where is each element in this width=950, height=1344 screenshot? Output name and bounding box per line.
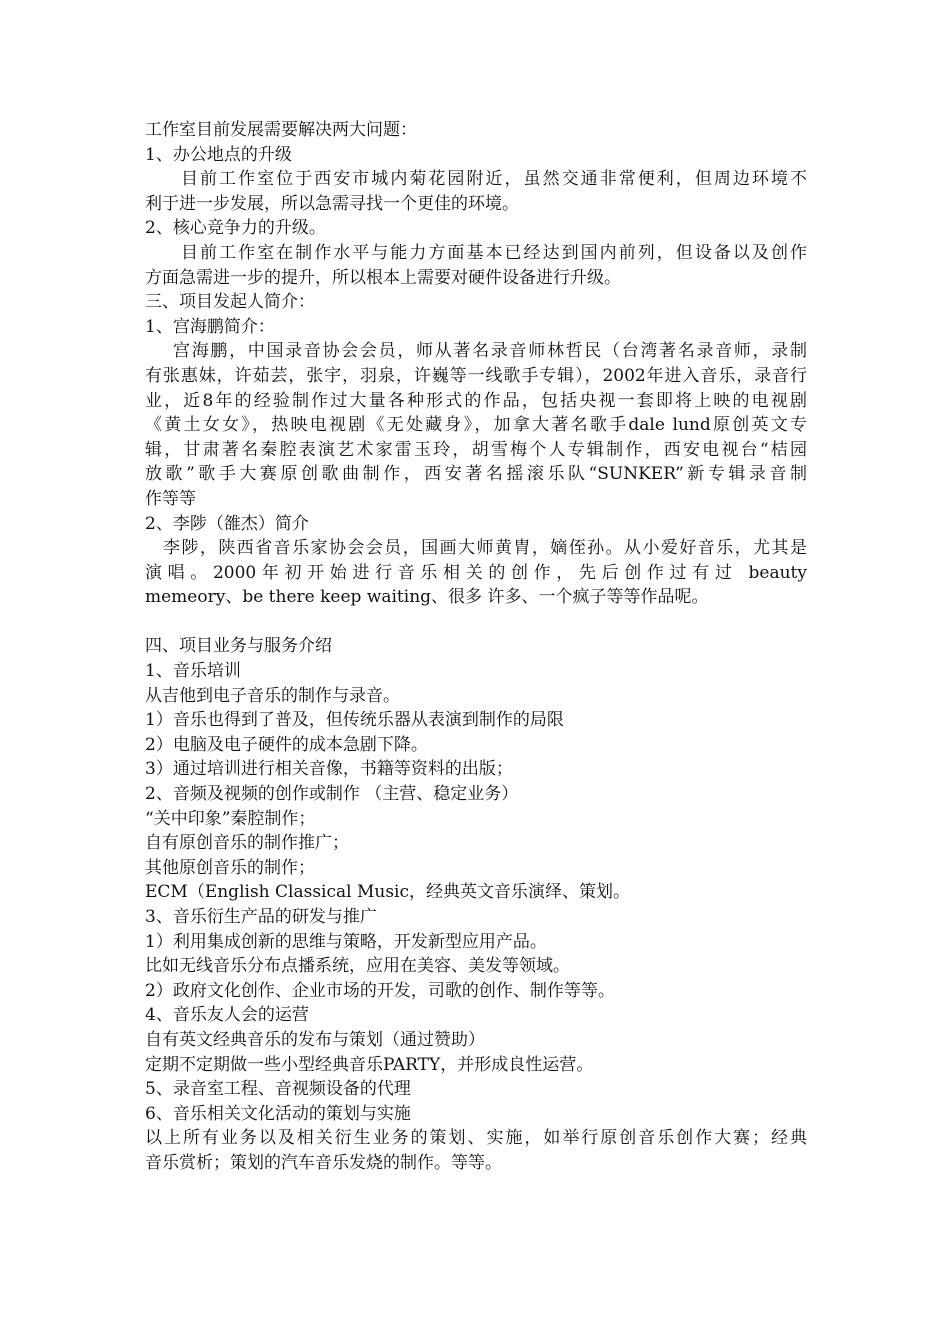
paragraph-line: 定期不定期做一些小型经典音乐PARTY，并形成良性运营。 [145, 1054, 594, 1075]
paragraph-line: 辑，甘肃著名秦腔表演艺术家雷玉玲，胡雪梅个人专辑制作，西安电视台“桔园 [145, 439, 807, 460]
paragraph-line: 《黄土女女》，热映电视剧《无处藏身》，加拿大著名歌手dale lund原创英文专 [145, 415, 807, 436]
paragraph-line: 宫海鹏，中国录音协会会员，师从著名录音师林哲民（台湾著名录音师，录制 [173, 341, 807, 362]
paragraph-line: 其他原创音乐的制作； [145, 857, 315, 878]
paragraph-line: 从吉他到电子音乐的制作与录音。 [145, 685, 400, 706]
list-item: 1）利用集成创新的思维与策略，开发新型应用产品。 [145, 931, 547, 952]
heading-cultural-activities: 6、音乐相关文化活动的策划与实施 [145, 1103, 411, 1124]
heading-audio-video: 2、音频及视频的创作或制作 （主营、稳定业务） [145, 784, 519, 805]
paragraph-line: memeory、be there keep waiting、很多 许多、一个疯子等等作品呢。 [145, 587, 709, 608]
heading-core-competence: 2、核心竞争力的升级。 [145, 218, 326, 239]
paragraph-line: 作等等 [145, 488, 196, 509]
paragraph-line: ECM（English Classical Music，经典英文音乐演绎、策划。 [145, 882, 631, 903]
paragraph-line: 比如无线音乐分布点播系统，应用在美容、美发等领域。 [145, 956, 570, 977]
paragraph-line: 自有原创音乐的制作推广； [145, 833, 349, 854]
heading-studio-engineering: 5、录音室工程、音视频设备的代理 [145, 1079, 411, 1100]
paragraph-line: 演唱。2000年初开始进行音乐相关的创作，先后创作过有过 beauty [145, 562, 807, 583]
paragraph-line: 方面急需进一步的提升，所以根本上需要对硬件设备进行升级。 [145, 267, 621, 288]
paragraph-line: “关中印象”秦腔制作； [145, 808, 316, 829]
list-item: 3）通过培训进行相关音像，书籍等资料的出版； [145, 759, 513, 780]
heading-office-upgrade: 1、办公地点的升级 [145, 144, 292, 165]
paragraph-line: 目前工作室在制作水平与能力方面基本已经达到国内前列，但设备以及创作 [181, 242, 807, 263]
list-item: 1）音乐也得到了普及，但传统乐器从表演到制作的局限 [145, 710, 564, 731]
list-item: 2）电脑及电子硬件的成本急剧下降。 [145, 734, 428, 755]
heading-derivative-products: 3、音乐衍生产品的研发与推广 [145, 907, 377, 927]
paragraph-line: 有张惠妹，许茹芸，张宇，羽泉，许巍等一线歌手专辑），2002年进入音乐，录音行 [145, 365, 807, 386]
document-page [145, 118, 807, 1176]
heading-music-training: 1、音乐培训 [145, 661, 241, 682]
heading-founder-2: 2、李陟（雒杰）简介 [145, 513, 309, 534]
intro-line: 工作室目前发展需要解决两大问题： [145, 120, 417, 140]
heading-music-friends-club: 4、音乐友人会的运营 [145, 1005, 309, 1026]
blank-line [145, 610, 807, 635]
paragraph-line: 自有英文经典音乐的发布与策划（通过赞助） [145, 1029, 485, 1050]
paragraph-line: 李陟，陕西省音乐家协会会员，国画大师黄胄，嫡侄孙。从小爱好音乐，尤其是 [163, 538, 807, 559]
section-heading-services: 四、项目业务与服务介绍 [145, 636, 332, 657]
paragraph-line: 业，近8年的经验制作过大量各种形式的作品，包括央视一套即将上映的电视剧 [145, 390, 807, 411]
list-item: 2）政府文化创作、企业市场的开发，司歌的创作、制作等等。 [145, 980, 615, 1001]
paragraph-line: 目前工作室位于西安市城内菊花园附近，虽然交通非常便利，但周边环境不 [181, 169, 807, 190]
heading-founder-1: 1、宫海鹏简介： [145, 316, 275, 337]
paragraph-line: 音乐赏析；策划的汽车音乐发烧的制作。等等。 [145, 1152, 502, 1173]
paragraph-line: 利于进一步发展，所以急需寻找一个更佳的环境。 [145, 193, 519, 214]
paragraph-line: 以上所有业务以及相关衍生业务的策划、实施，如举行原创音乐创作大赛；经典 [145, 1128, 807, 1149]
paragraph-line: 放歌”歌手大赛原创歌曲制作，西安著名摇滚乐队“SUNKER”新专辑录音制 [145, 464, 807, 485]
section-heading-founders: 三、项目发起人简介： [145, 292, 315, 313]
